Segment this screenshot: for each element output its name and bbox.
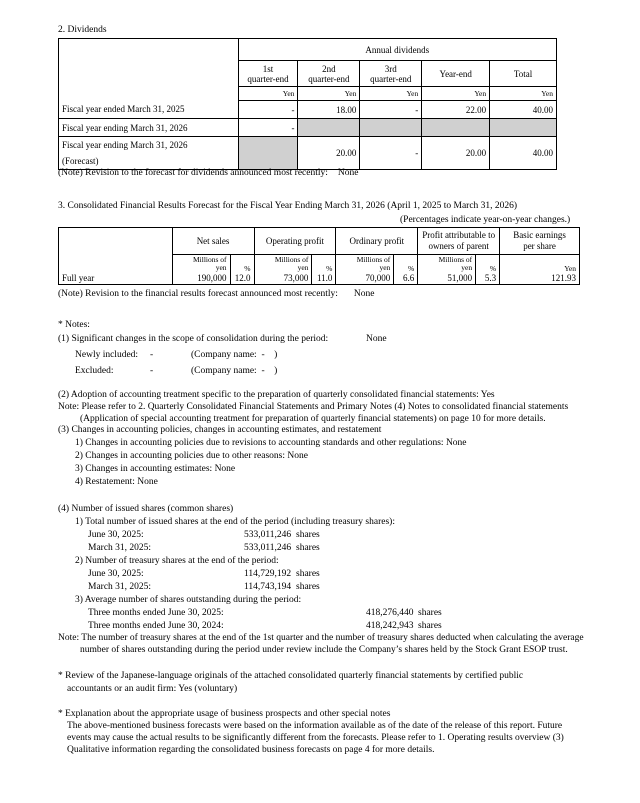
full-year-label: Full year bbox=[59, 273, 173, 285]
dividends-heading: 2. Dividends bbox=[58, 25, 107, 35]
row-forecast-q2: 20.00 bbox=[298, 137, 360, 170]
col-1st-quarter-end: 1st quarter-end bbox=[238, 61, 298, 87]
excluded-company: (Company name: - ) bbox=[191, 366, 278, 376]
row-fy2025-label: Fiscal year ended March 31, 2025 bbox=[59, 101, 239, 119]
row-fy2025-q1: - bbox=[238, 101, 298, 119]
percentage-note: (Percentages indicate year-on-year changes.) bbox=[400, 215, 571, 225]
unit-yen: Yen bbox=[360, 87, 422, 101]
average-2024-value: 418,242,943 bbox=[366, 621, 414, 631]
issued-june-value: 533,011,246 bbox=[244, 530, 292, 540]
explanation-title: * Explanation about the appropriate usage of business prospects and other special notes bbox=[58, 709, 391, 719]
excluded-dash: - bbox=[150, 366, 154, 376]
row-fy2026-shaded bbox=[298, 119, 360, 137]
note-1: (1) Significant changes in the scope of consolidation during the period: bbox=[58, 334, 329, 344]
profit-attributable-pct: 5.3 bbox=[476, 273, 500, 285]
unit-millions-yen: Millions of yen bbox=[336, 255, 394, 273]
note-3-2: 2) Changes in accounting policies due to other reasons: None bbox=[75, 451, 308, 461]
col-operating-profit: Operating profit bbox=[254, 228, 336, 255]
forecast-corner bbox=[59, 228, 173, 255]
newly-included-company: (Company name: - ) bbox=[191, 350, 278, 360]
unit-yen: Yen bbox=[490, 87, 557, 101]
ordinary-profit-pct: 6.6 bbox=[394, 273, 418, 285]
row-forecast-q3: - bbox=[360, 137, 422, 170]
unit-percent: % bbox=[312, 255, 336, 273]
ordinary-profit-value: 70,000 bbox=[336, 273, 394, 285]
col-total: Total bbox=[490, 61, 557, 87]
note-4-3: 3) Average number of shares outstanding during the period: bbox=[75, 595, 302, 605]
col-year-end: Year-end bbox=[422, 61, 490, 87]
row-fy2026-shaded bbox=[490, 119, 557, 137]
net-sales-pct: 12.0 bbox=[230, 273, 254, 285]
unit-millions-yen: Millions of yen bbox=[254, 255, 312, 273]
unit-yen: Yen bbox=[238, 87, 298, 101]
row-fy2026-shaded bbox=[422, 119, 490, 137]
dividends-note: (Note) Revision to the forecast for dividends announced most recently: None bbox=[58, 168, 359, 178]
treasury-june-value: 114,729,192 bbox=[244, 569, 292, 579]
note-4-detail-a: Note: The number of treasury shares at the end of the 1st quarter and the number of treasury shares deducted when calculating the average bbox=[58, 633, 584, 643]
issued-march-unit: shares bbox=[296, 543, 320, 553]
note-3: (3) Changes in accounting policies, changes in accounting estimates, and restatement bbox=[58, 425, 382, 435]
treasury-march-unit: shares bbox=[296, 582, 320, 592]
note-3-4: 4) Restatement: None bbox=[75, 477, 158, 487]
unit-millions-yen: Millions of yen bbox=[418, 255, 476, 273]
net-sales-value: 190,000 bbox=[172, 273, 230, 285]
explanation-line-2: events may cause the actual results to be significantly different from the forecasts. Please refer to 1. Operating results overview (3) bbox=[67, 733, 564, 743]
annual-dividends-header: Annual dividends bbox=[238, 39, 556, 61]
explanation-line-1: The above-mentioned business forecasts were based on the information available as of the date of the release of this report. Future bbox=[67, 721, 563, 731]
issued-march-label: March 31, 2025: bbox=[88, 543, 152, 553]
col-3rd-quarter-end: 3rd quarter-end bbox=[360, 61, 422, 87]
basic-eps-value: 121.93 bbox=[500, 273, 580, 285]
issued-march-value: 533,011,246 bbox=[244, 543, 292, 553]
row-fy2026-shaded bbox=[360, 119, 422, 137]
note-3-3: 3) Changes in accounting estimates: None bbox=[75, 464, 236, 474]
unit-yen: Yen bbox=[422, 87, 490, 101]
review-text-a: * Review of the Japanese-language originals of the attached consolidated quarterly financial statements by certified public bbox=[58, 671, 524, 681]
note-3-1: 1) Changes in accounting policies due to revisions to accounting standards and other regulations: None bbox=[75, 438, 467, 448]
note-1-value: None bbox=[366, 334, 387, 344]
profit-attributable-value: 51,000 bbox=[418, 273, 476, 285]
note-2-detail-a: Note: Please refer to 2. Quarterly Consolidated Financial Statements and Primary Notes (4) Notes to consolidated financial statements bbox=[58, 402, 569, 412]
dividends-table bbox=[58, 38, 557, 170]
unit-row-label bbox=[59, 87, 239, 101]
unit-row-label bbox=[59, 255, 173, 273]
row-fy2025-year-end: 22.00 bbox=[422, 101, 490, 119]
explanation-line-3: Qualitative information regarding the consolidated business forecasts on page 4 for more details. bbox=[67, 745, 435, 755]
operating-profit-value: 73,000 bbox=[254, 273, 312, 285]
treasury-june-unit: shares bbox=[296, 569, 320, 579]
unit-yen: Yen bbox=[500, 255, 580, 273]
issued-june-label: June 30, 2025: bbox=[88, 530, 144, 540]
row-fy2026-q1: - bbox=[238, 119, 298, 137]
row-forecast-label: Fiscal year ending March 31, 2026 (Forecast) bbox=[59, 137, 239, 170]
average-2025-label: Three months ended June 30, 2025: bbox=[88, 608, 224, 618]
treasury-march-value: 114,743,194 bbox=[244, 582, 292, 592]
row-fy2025-total: 40.00 bbox=[490, 101, 557, 119]
operating-profit-pct: 11.0 bbox=[312, 273, 336, 285]
unit-yen: Yen bbox=[298, 87, 360, 101]
col-2nd-quarter-end: 2nd quarter-end bbox=[298, 61, 360, 87]
newly-included-label: Newly included: bbox=[75, 350, 139, 360]
col-ordinary-profit: Ordinary profit bbox=[336, 228, 418, 255]
excluded-label: Excluded: bbox=[75, 366, 114, 376]
row-forecast-year-end: 20.00 bbox=[422, 137, 490, 170]
note-4-1: 1) Total number of issued shares at the end of the period (including treasury shares): bbox=[75, 517, 395, 527]
note-2: (2) Adoption of accounting treatment specific to the preparation of quarterly consolidated financial statements: Yes bbox=[58, 390, 495, 400]
average-2025-unit: shares bbox=[418, 608, 442, 618]
col-basic-eps: Basic earnings per share bbox=[500, 228, 580, 255]
row-fy2025-q2: 18.00 bbox=[298, 101, 360, 119]
average-2025-value: 418,276,440 bbox=[366, 608, 414, 618]
forecast-table bbox=[58, 227, 580, 285]
col-net-sales: Net sales bbox=[172, 228, 254, 255]
note-4: (4) Number of issued shares (common shares) bbox=[58, 504, 234, 514]
note-2-detail-b: (Application of special accounting treatment for preparation of quarterly financial statements) on page 10 for more details. bbox=[80, 414, 546, 424]
notes-title: * Notes: bbox=[58, 320, 90, 330]
row-fy2026-label: Fiscal year ending March 31, 2026 bbox=[59, 119, 239, 137]
review-text-b: accountants or an audit firm: Yes (voluntary) bbox=[67, 684, 238, 694]
treasury-march-label: March 31, 2025: bbox=[88, 582, 152, 592]
unit-percent: % bbox=[230, 255, 254, 273]
note-4-2: 2) Number of treasury shares at the end of the period: bbox=[75, 556, 279, 566]
row-forecast-total: 40.00 bbox=[490, 137, 557, 170]
unit-percent: % bbox=[394, 255, 418, 273]
unit-percent: % bbox=[476, 255, 500, 273]
unit-millions-yen: Millions of yen bbox=[172, 255, 230, 273]
note-4-detail-b: number of shares outstanding during the period under review include the Company’s shares held by the Stock Grant ESOP trust. bbox=[80, 645, 568, 655]
forecast-note: (Note) Revision to the financial results forecast announced most recently: None bbox=[58, 289, 375, 299]
dividends-corner bbox=[59, 39, 239, 87]
row-forecast-shaded bbox=[238, 137, 298, 170]
average-2024-label: Three months ended June 30, 2024: bbox=[88, 621, 224, 631]
average-2024-unit: shares bbox=[418, 621, 442, 631]
newly-included-dash: - bbox=[150, 350, 154, 360]
row-fy2025-q3: - bbox=[360, 101, 422, 119]
col-profit-attributable: Profit attributable to owners of parent bbox=[418, 228, 500, 255]
issued-june-unit: shares bbox=[296, 530, 320, 540]
treasury-june-label: June 30, 2025: bbox=[88, 569, 144, 579]
forecast-heading: 3. Consolidated Financial Results Forecast for the Fiscal Year Ending March 31, 2026 (April 1, 2025 to March 31, 2026) bbox=[58, 201, 518, 211]
